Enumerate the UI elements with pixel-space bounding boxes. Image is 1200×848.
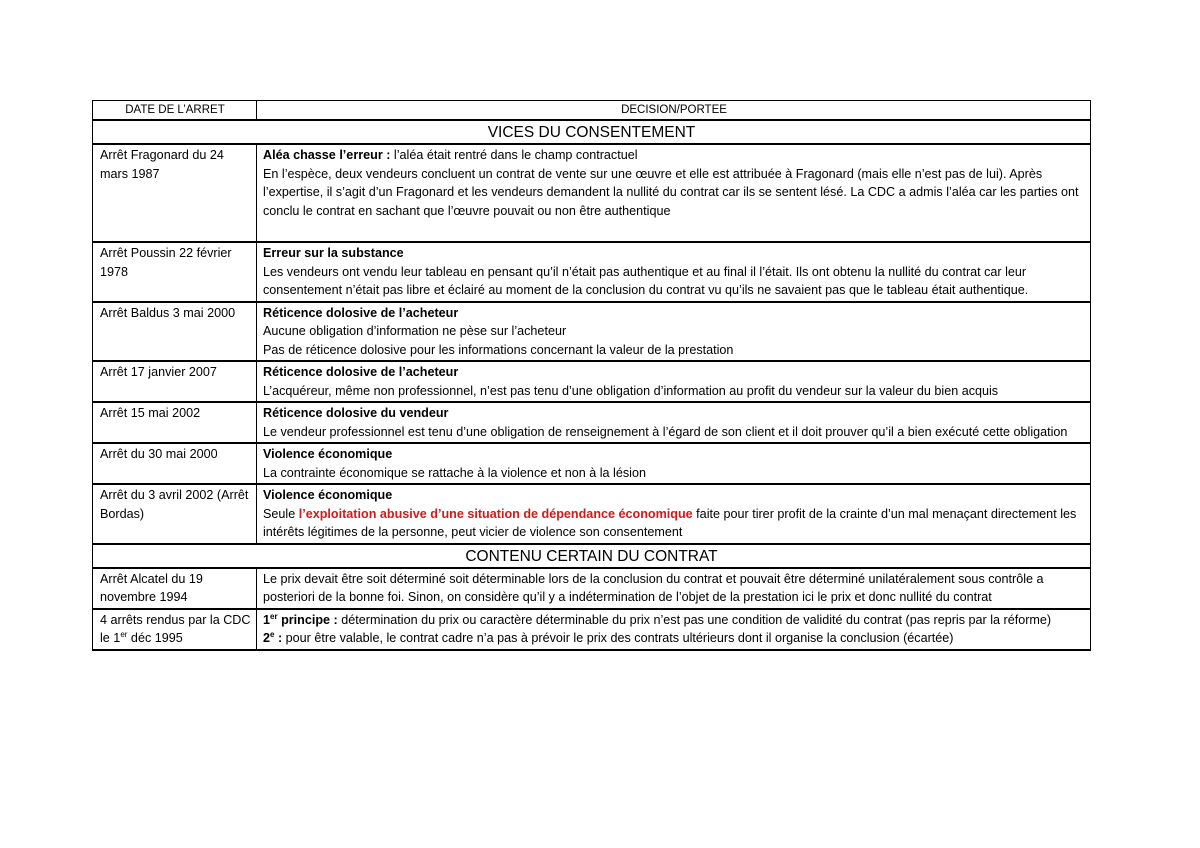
decision-heading: Réticence dolosive du vendeur: [263, 406, 449, 420]
decision-heading: Réticence dolosive de l’acheteur: [263, 305, 459, 320]
section-row: [93, 544, 1091, 568]
section-title: VICES DU CONSENTEMENT: [93, 120, 1091, 144]
date-sup: er: [120, 629, 128, 639]
arret-date: Arrêt Poussin 22 février 1978: [93, 242, 257, 302]
arret-decision: [257, 402, 1091, 443]
principle-2-label: :: [274, 631, 283, 645]
arret-decision: [257, 484, 1091, 544]
table-row: [93, 484, 1091, 544]
principle-1-num: 1: [263, 612, 271, 627]
decision-text: La contrainte économique se rattache à la violence et non à la lésion: [263, 465, 646, 480]
decision-text: Le vendeur professionnel est tenu d’une obligation de renseignement à l’égard de son client et il doit prouver qu’il a bien exécuté cette obligation: [263, 424, 1068, 439]
arret-date: [93, 609, 257, 650]
arret-decision: [257, 568, 1091, 609]
table-row: [93, 402, 1091, 443]
arret-date: Arrêt Alcatel du 19 novembre 1994: [93, 568, 257, 609]
table-row: [93, 568, 1091, 609]
table-row: [93, 144, 1091, 242]
section-row: [93, 120, 1091, 144]
arret-decision: [257, 302, 1091, 362]
principle-1-text: détermination du prix ou caractère déterminable du prix n’est pas une condition de validité du contrat (pas repris par la réforme): [337, 612, 1052, 627]
decision-text: Aucune obligation d’information ne pèse sur l’acheteur: [263, 324, 567, 338]
arret-date: Arrêt 15 mai 2002: [93, 402, 257, 443]
decision-heading: Réticence dolosive de l’acheteur: [263, 365, 459, 379]
table-row: [93, 443, 1091, 484]
decision-text: [263, 505, 1085, 542]
decision-tail: faite pour tirer profit de la crainte d’un mal menaçant directement les intérêts légitimes de la personne, peut vicier de violence son consentement: [263, 506, 1077, 539]
principle-2-num: 2: [263, 631, 271, 645]
arret-decision: [257, 144, 1091, 242]
arret-date: Arrêt Fragonard du 24 mars 1987: [93, 144, 257, 242]
table-header-row: [93, 101, 1091, 121]
decision-text: Pas de réticence dolosive pour les informations concernant la valeur de la prestation: [263, 342, 734, 357]
arret-decision: [257, 361, 1091, 402]
principle-2: [263, 629, 1085, 648]
header-date: DATE DE L’ARRET: [93, 101, 257, 121]
arret-decision: [257, 242, 1091, 302]
decision-lead: Seule: [263, 506, 299, 521]
principle-1-label: principe :: [277, 612, 338, 627]
highlighted-text: l’exploitation abusive d’une situation de dépendance économique: [298, 506, 693, 521]
arret-date: Arrêt 17 janvier 2007: [93, 361, 257, 402]
decision-heading: Violence économique: [263, 447, 393, 461]
arret-date: Arrêt du 3 avril 2002 (Arrêt Bordas): [93, 484, 257, 544]
document-page: [92, 100, 1090, 651]
table-row: [93, 302, 1091, 362]
table-row: [93, 361, 1091, 402]
table-row: [93, 609, 1091, 650]
decision-text: Les vendeurs ont vendu leur tableau en pensant qu’il n’était pas authentique et au final il l’était. Ils ont obtenu la nullité du contrat car leur consentement n’était pas libre et éclairé au moment de la conclusion du contrat vu qu’ils ne savaient pas que le tableau était authentique.: [263, 264, 1029, 297]
principle-2-text: pour être valable, le contrat cadre n’a pas à prévoir le prix des contrats ultérieurs dont il organise la conclusion (écartée): [282, 631, 954, 645]
decision-text: En l’espèce, deux vendeurs concluent un contrat de vente sur une œuvre et elle est attribuée à Fragonard (mais elle n’est pas de lui). Après l’expertise, il s’agit d’un Fragonard et les vendeurs demandent la nullité du contrat car ils se sentent lésé. La CDC a admis l’aléa car les parties ont conclu le contrat en sachant que l’œuvre pouvait ou non être authentique: [263, 166, 1079, 218]
decision-text: L’acquéreur, même non professionnel, n’est pas tenu d’une obligation d’information au profit du vendeur sur la valeur du bien acquis: [263, 383, 999, 398]
principle-2-sup: e: [270, 629, 275, 639]
arret-date: Arrêt Baldus 3 mai 2000: [93, 302, 257, 362]
arret-date: Arrêt du 30 mai 2000: [93, 443, 257, 484]
principle-1-sup: er: [270, 611, 278, 621]
header-decision: DECISION/PORTEE: [257, 101, 1091, 121]
decision-heading: Erreur sur la substance: [263, 246, 404, 260]
arret-decision: [257, 609, 1091, 650]
table-row: [93, 242, 1091, 302]
principle-1: [263, 611, 1085, 630]
decision-heading: Violence économique: [263, 488, 393, 502]
decision-text: Le prix devait être soit déterminé soit déterminable lors de la conclusion du contrat et pouvait être déterminé unilatéralement sous contrôle a posteriori de la bonne foi. Sinon, on considère qu’il y a indétermination de l’objet de la prestation ici le prix et donc nullité du contrat: [263, 571, 1044, 604]
date-part-a: 4 arrêts rendus par la CDC le 1: [100, 612, 251, 645]
decision-heading: Aléa chasse l’erreur :: [263, 148, 391, 162]
date-part-b: déc 1995: [127, 631, 183, 645]
decision-heading-line: [263, 146, 1085, 165]
decision-heading-rest: l’aléa était rentré dans le champ contractuel: [390, 148, 638, 162]
jurisprudence-table: [92, 100, 1091, 651]
section-title: CONTENU CERTAIN DU CONTRAT: [93, 544, 1091, 568]
arret-decision: [257, 443, 1091, 484]
